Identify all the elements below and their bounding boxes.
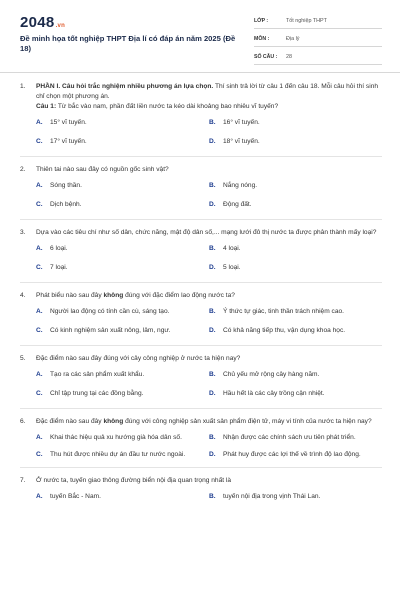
option-a[interactable] <box>36 181 209 191</box>
option-letter: A. <box>36 308 43 315</box>
option-text: 15° vĩ tuyến. <box>50 119 87 126</box>
option-b[interactable] <box>209 244 382 254</box>
option-text: Người lao động có tính cần cù, sáng tạo. <box>50 308 170 315</box>
part-title: PHẦN I. Câu hỏi trắc nghiệm nhiều phương án lựa chọn. <box>36 83 214 90</box>
option-row <box>36 137 382 147</box>
option-d[interactable] <box>209 326 382 336</box>
option-b[interactable] <box>209 181 382 191</box>
question-divider <box>20 408 382 409</box>
option-b[interactable] <box>209 492 382 502</box>
option-a[interactable] <box>36 433 209 443</box>
option-b[interactable] <box>209 307 382 317</box>
option-letter: B. <box>209 119 216 126</box>
option-letter: B. <box>209 245 216 252</box>
option-row <box>36 389 382 399</box>
option-text: Ý thức tự giác, tinh thần trách nhiệm cao. <box>223 308 344 315</box>
option-d[interactable] <box>209 263 382 273</box>
option-text: Có kinh nghiệm sản xuất nông, lâm, ngư. <box>50 327 171 334</box>
option-text: 16° vĩ tuyến. <box>223 119 260 126</box>
question-stem <box>20 165 382 175</box>
option-letter: A. <box>36 371 43 378</box>
option-c[interactable] <box>36 200 209 210</box>
option-text: 5 loại. <box>223 264 241 271</box>
question-text-before: Phát biểu nào sau đây <box>36 292 104 299</box>
option-letter: D. <box>209 390 216 397</box>
page-header <box>0 0 400 66</box>
document-title: Đề minh họa tốt nghiệp THPT Địa lí có đáp án năm 2025 (Đề 18) <box>20 34 236 53</box>
option-b[interactable] <box>209 370 382 380</box>
option-a[interactable] <box>36 118 209 128</box>
question-number: 3. <box>20 229 26 236</box>
option-row <box>36 118 382 128</box>
meta-value: 28 <box>286 54 292 60</box>
option-a[interactable] <box>36 370 209 380</box>
option-text: 6 loại. <box>50 245 68 252</box>
meta-row-count <box>254 50 382 65</box>
option-row <box>36 244 382 254</box>
option-text: Nắng nóng. <box>223 182 258 189</box>
question-divider <box>20 156 382 157</box>
sub-question-label: Câu 1: <box>36 103 57 110</box>
question-text-after: đúng với đặc điểm lao động nước ta? <box>123 292 235 299</box>
answer-options <box>36 492 382 502</box>
meta-label: SỐ CÂU : <box>254 54 278 60</box>
question-3 <box>20 228 382 273</box>
answer-options <box>36 181 382 210</box>
answer-options <box>36 370 382 399</box>
question-text-before: Đặc điểm nào sau đây <box>36 418 104 425</box>
question-number: 1. <box>20 83 26 90</box>
option-text: Chủ yếu mở rộng cây hàng năm. <box>223 371 320 378</box>
option-letter: C. <box>36 327 43 334</box>
meta-label: MÔN : <box>254 36 270 42</box>
option-letter: A. <box>36 245 43 252</box>
question-divider <box>20 345 382 346</box>
option-letter: D. <box>209 201 216 208</box>
option-text: Nhận được các chính sách ưu tiên phát triển. <box>223 434 356 441</box>
option-text: Tạo ra các sản phẩm xuất khẩu. <box>50 371 145 378</box>
option-b[interactable] <box>209 433 382 443</box>
option-letter: D. <box>209 138 216 145</box>
option-d[interactable] <box>209 200 382 210</box>
question-text: Thiên tai nào sau đây có nguồn gốc sinh vật? <box>36 166 169 173</box>
question-stem <box>20 417 382 427</box>
question-number: 4. <box>20 292 26 299</box>
option-letter: C. <box>36 201 43 208</box>
question-2 <box>20 165 382 210</box>
answer-options <box>36 118 382 147</box>
question-6 <box>20 417 382 460</box>
part-intro: Thí sinh trả lời từ câu 1 đến câu 18. Mỗi câu hỏi thí sinh chỉ chọn một phương án. <box>36 83 379 100</box>
question-stem <box>20 82 382 112</box>
question-4 <box>20 291 382 336</box>
option-text: tuyến nội địa trong vịnh Thái Lan. <box>223 493 321 500</box>
meta-label: LỚP : <box>254 18 269 24</box>
option-letter: A. <box>36 119 43 126</box>
option-letter: B. <box>209 182 216 189</box>
question-number: 7. <box>20 477 26 484</box>
question-text <box>36 291 382 301</box>
question-text: Ở nước ta, tuyến giao thông đường biển nội địa quan trọng nhất là <box>36 477 232 484</box>
option-letter: A. <box>36 182 43 189</box>
option-letter: B. <box>209 493 216 500</box>
option-text: Hầu hết là các cây trồng cận nhiệt. <box>223 390 325 397</box>
logo-text: 2048 <box>20 14 55 31</box>
option-text: Phát huy được các lợi thế về trình độ lao động. <box>223 451 361 458</box>
option-c[interactable] <box>36 326 209 336</box>
answer-options <box>36 307 382 336</box>
question-stem <box>20 291 382 301</box>
option-a[interactable] <box>36 307 209 317</box>
question-text: Dựa vào các tiêu chí như số dân, chức năng, mật độ dân số,... mạng lưới đô thị nước ta được phân thành mấy loại? <box>36 229 377 236</box>
option-text: 17° vĩ tuyến. <box>50 138 87 145</box>
question-divider <box>20 219 382 220</box>
option-row <box>36 326 382 336</box>
header-divider <box>0 72 400 73</box>
option-letter: B. <box>209 434 216 441</box>
option-text: Động đất. <box>223 201 252 208</box>
question-number: 5. <box>20 355 26 362</box>
question-stem <box>20 228 382 238</box>
option-letter: C. <box>36 138 43 145</box>
exam-meta <box>254 14 382 68</box>
option-row <box>36 433 382 443</box>
option-text: Chỉ tập trung tại các đồng bằng. <box>50 390 144 397</box>
answer-options <box>36 433 382 460</box>
answer-options <box>36 244 382 273</box>
question-emphasis: không <box>103 418 124 425</box>
option-text: tuyến Bắc - Nam. <box>50 493 101 500</box>
option-d[interactable] <box>209 450 382 460</box>
site-logo[interactable] <box>20 14 65 31</box>
option-letter: C. <box>36 390 43 397</box>
question-stem <box>20 476 382 486</box>
option-letter: D. <box>209 451 216 458</box>
question-emphasis: không <box>103 292 124 299</box>
meta-value: Địa lý <box>286 36 300 42</box>
option-row <box>36 492 382 502</box>
question-5 <box>20 354 382 399</box>
option-row <box>36 370 382 380</box>
question-text: Đặc điểm nào sau đây đúng với cây công nghiệp ở nước ta hiện nay? <box>36 355 241 362</box>
option-b[interactable] <box>209 118 382 128</box>
logo-suffix: .vn <box>55 23 66 29</box>
question-divider <box>20 467 382 468</box>
option-c[interactable] <box>36 137 209 147</box>
question-stem <box>20 354 382 364</box>
option-c[interactable] <box>36 450 209 460</box>
option-a[interactable] <box>36 244 209 254</box>
question-text <box>36 417 382 427</box>
option-text: Thu hút được nhiều dự án đầu tư nước ngoài. <box>50 451 186 458</box>
option-row <box>36 181 382 191</box>
option-text: Khai thác hiệu quả xu hướng già hóa dân số. <box>50 434 182 441</box>
question-list <box>20 82 382 511</box>
meta-value: Tốt nghiệp THPT <box>286 18 327 24</box>
question-1 <box>20 82 382 147</box>
option-row <box>36 200 382 210</box>
option-text: 7 loại. <box>50 264 68 271</box>
option-text: Sóng thần. <box>50 182 82 189</box>
option-text: 4 loại. <box>223 245 241 252</box>
meta-row-class <box>254 14 382 29</box>
option-a[interactable] <box>36 492 209 502</box>
option-letter: B. <box>209 371 216 378</box>
option-letter: C. <box>36 451 43 458</box>
option-row <box>36 307 382 317</box>
option-d[interactable] <box>209 137 382 147</box>
option-letter: D. <box>209 264 216 271</box>
option-letter: B. <box>209 308 216 315</box>
option-text: Dịch bệnh. <box>50 201 82 208</box>
option-letter: A. <box>36 493 43 500</box>
option-c[interactable] <box>36 389 209 399</box>
meta-row-subject <box>254 32 382 47</box>
option-c[interactable] <box>36 263 209 273</box>
question-text <box>36 82 382 112</box>
option-letter: C. <box>36 264 43 271</box>
option-row <box>36 263 382 273</box>
option-letter: D. <box>209 327 216 334</box>
question-7 <box>20 476 382 502</box>
option-text: 18° vĩ tuyến. <box>223 138 260 145</box>
question-number: 6. <box>20 418 26 425</box>
question-divider <box>20 282 382 283</box>
question-number: 2. <box>20 166 26 173</box>
option-d[interactable] <box>209 389 382 399</box>
option-row <box>36 450 382 460</box>
question-text-after: đúng với công nghiệp sản xuất sản phẩm điện tử, máy vi tính của nước ta hiện nay? <box>123 418 372 425</box>
sub-question-text: Từ bắc vào nam, phần đất liền nước ta kéo dài khoảng bao nhiêu vĩ tuyến? <box>56 103 279 110</box>
option-text: Có khả năng tiếp thu, vận dụng khoa học. <box>223 327 346 334</box>
option-letter: A. <box>36 434 43 441</box>
